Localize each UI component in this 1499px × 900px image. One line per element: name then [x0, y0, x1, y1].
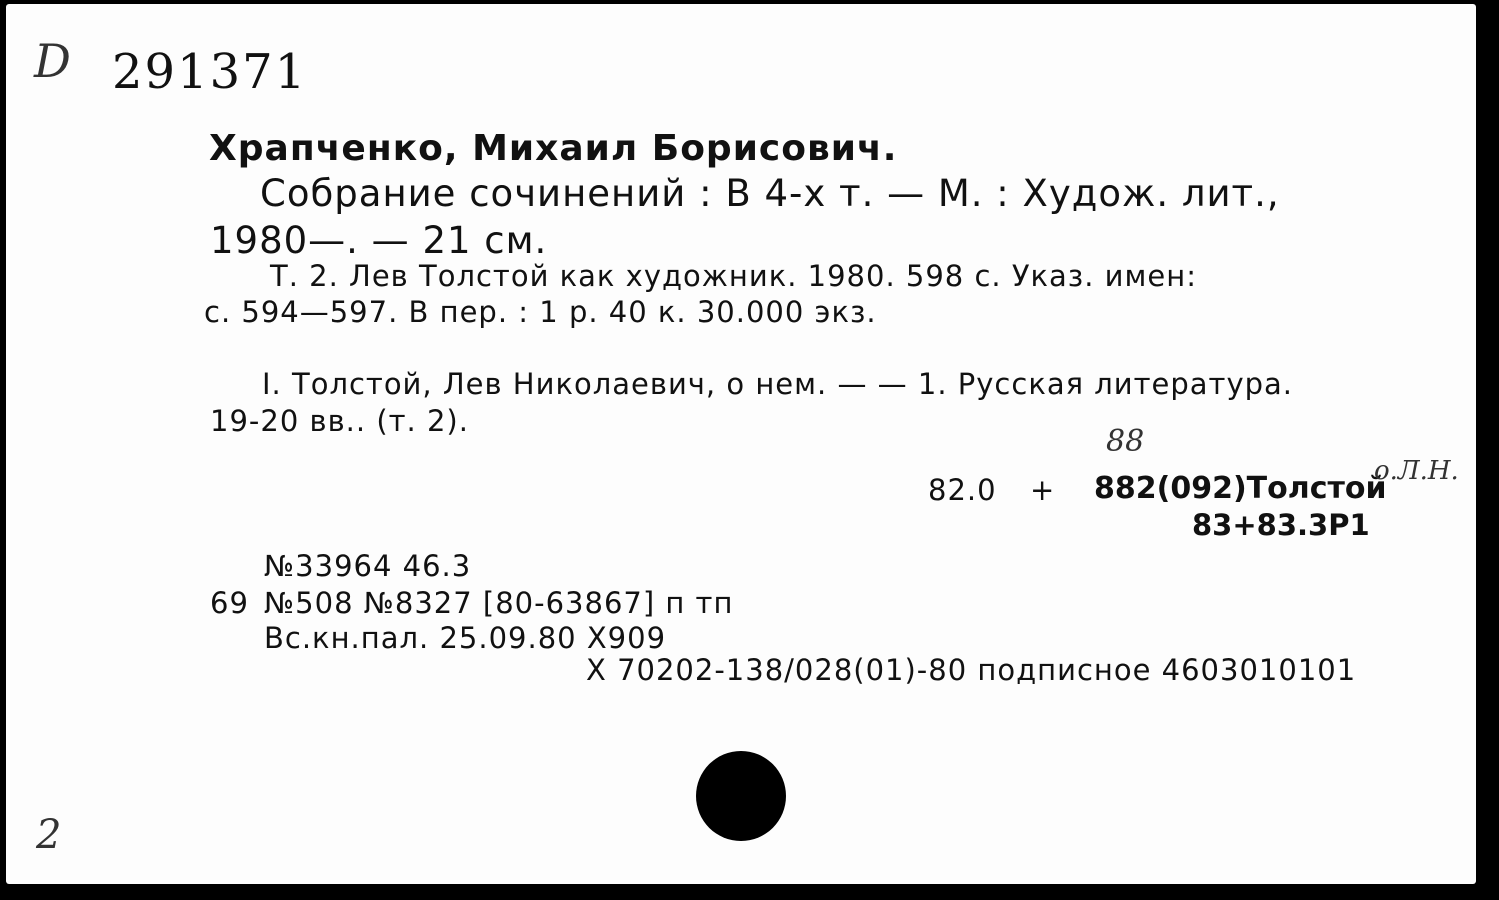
subject-line-1: I. Толстой, Лев Николаевич, о нем. — — 1. Русская литература.	[262, 367, 1294, 401]
number-line-1: №33964 46.3	[264, 549, 472, 583]
catalog-card	[6, 4, 1476, 884]
number-line-4: Х 70202-138/028(01)-80 подписное 4603010101	[586, 653, 1357, 687]
volume-line-1: Т. 2. Лев Толстой как художник. 1980. 598 с. Указ. имен:	[270, 259, 1197, 293]
volume-line-2: с. 594—597. В пер. : 1 р. 40 к. 30.000 экз.	[204, 295, 877, 329]
author-heading: Храпченко, Михаил Борисович.	[209, 128, 898, 169]
handwritten-bottom-left: 2	[36, 812, 62, 858]
number-line-2: №508 №8327 [80-63867] п тп	[264, 586, 734, 620]
subject-line-2: 19-20 вв.. (т. 2).	[210, 404, 469, 438]
handwritten-note: о.Л.Н.	[1374, 456, 1459, 486]
catalog-number: 291371	[112, 44, 308, 100]
class-code-c: 83+83.3Р1	[1192, 508, 1370, 542]
handwritten-88: 88	[1106, 424, 1145, 459]
class-code-b: 882(092)Толстой	[1094, 471, 1387, 506]
punch-hole	[696, 751, 786, 841]
class-plus: +	[1030, 473, 1056, 507]
title-line-1: Собрание сочинений : В 4-х т. — М. : Худож. лит.,	[260, 172, 1280, 215]
class-code-a: 82.0	[928, 473, 997, 507]
number-line-3: Вс.кн.пал. 25.09.80 Х909	[264, 621, 667, 655]
number-prefix: 69	[210, 586, 249, 620]
handwritten-prefix: D	[34, 34, 71, 88]
title-line-2: 1980—. — 21 см.	[210, 219, 548, 262]
